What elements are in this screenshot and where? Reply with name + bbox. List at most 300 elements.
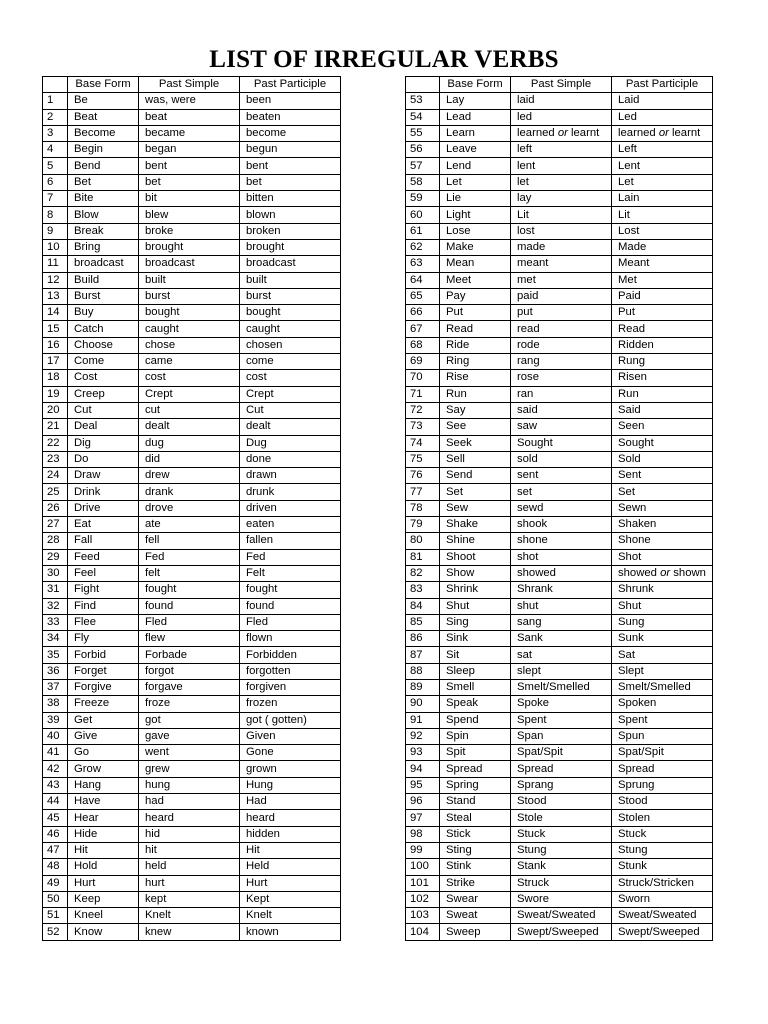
base-form-cell: Shake — [440, 517, 511, 533]
past-participle-cell: Spat/Spit — [612, 745, 713, 761]
table-row — [43, 794, 341, 810]
verb-number: 33 — [43, 614, 68, 630]
past-participle-cell: Swept/Sweeped — [612, 924, 713, 940]
past-participle-cell: Hit — [240, 842, 341, 858]
verb-number: 48 — [43, 859, 68, 875]
base-form-cell: Eat — [68, 517, 139, 533]
verb-number: 29 — [43, 549, 68, 565]
past-simple-cell: sat — [511, 647, 612, 663]
table-row — [43, 842, 341, 858]
past-participle-cell: Knelt — [240, 908, 341, 924]
base-form-cell: Mean — [440, 256, 511, 272]
table-row — [43, 908, 341, 924]
verb-number: 49 — [43, 875, 68, 891]
base-form-cell: Keep — [68, 891, 139, 907]
verb-number: 3 — [43, 125, 68, 141]
verb-number: 54 — [406, 109, 440, 125]
verb-number: 100 — [406, 859, 440, 875]
past-simple-cell: became — [139, 125, 240, 141]
table-row — [406, 125, 713, 141]
past-participle-cell: beaten — [240, 109, 341, 125]
verb-number: 89 — [406, 679, 440, 695]
past-participle-cell: Lent — [612, 158, 713, 174]
verb-number: 11 — [43, 256, 68, 272]
past-simple-cell: Stuck — [511, 826, 612, 842]
base-form-cell: Sing — [440, 614, 511, 630]
past-simple-cell: sang — [511, 614, 612, 630]
verb-number: 10 — [43, 239, 68, 255]
past-participle-cell: bet — [240, 174, 341, 190]
verb-number: 36 — [43, 663, 68, 679]
table-row — [406, 419, 713, 435]
base-form-cell: Begin — [68, 142, 139, 158]
past-simple-cell: met — [511, 272, 612, 288]
table-row — [43, 321, 341, 337]
base-form-cell: Draw — [68, 468, 139, 484]
past-simple-cell: sold — [511, 451, 612, 467]
verb-number: 56 — [406, 142, 440, 158]
verb-number: 8 — [43, 207, 68, 223]
table-row — [406, 647, 713, 663]
base-form-cell: Cut — [68, 402, 139, 418]
past-simple-cell: caught — [139, 321, 240, 337]
verb-number: 15 — [43, 321, 68, 337]
verb-number: 66 — [406, 305, 440, 321]
verb-number: 21 — [43, 419, 68, 435]
past-simple-cell: rang — [511, 354, 612, 370]
base-form-cell: Sit — [440, 647, 511, 663]
verb-number: 30 — [43, 565, 68, 581]
table-row — [406, 191, 713, 207]
past-participle-cell: Sent — [612, 468, 713, 484]
past-participle-cell: Slept — [612, 663, 713, 679]
table-row — [406, 468, 713, 484]
table-row — [406, 109, 713, 125]
table-row — [406, 598, 713, 614]
past-participle-cell: Left — [612, 142, 713, 158]
past-participle-cell: Said — [612, 402, 713, 418]
table-row — [406, 728, 713, 744]
past-simple-cell: hid — [139, 826, 240, 842]
past-simple-cell: burst — [139, 288, 240, 304]
past-simple-cell: beat — [139, 109, 240, 125]
table-row — [43, 484, 341, 500]
past-participle-cell: Kept — [240, 891, 341, 907]
base-form-cell: Bet — [68, 174, 139, 190]
verb-number: 24 — [43, 468, 68, 484]
verb-number: 95 — [406, 777, 440, 793]
table-row — [43, 191, 341, 207]
base-form-cell: Hold — [68, 859, 139, 875]
table-row — [43, 712, 341, 728]
past-simple-cell: ran — [511, 386, 612, 402]
past-simple-cell: shook — [511, 517, 612, 533]
table-row — [43, 125, 341, 141]
verb-number: 78 — [406, 500, 440, 516]
past-participle-cell: Hung — [240, 777, 341, 793]
past-simple-cell: Stole — [511, 810, 612, 826]
past-simple-cell: kept — [139, 891, 240, 907]
verb-number: 103 — [406, 908, 440, 924]
past-simple-cell: forgave — [139, 679, 240, 695]
verb-number: 81 — [406, 549, 440, 565]
verb-number: 23 — [43, 451, 68, 467]
past-simple-cell: came — [139, 354, 240, 370]
base-form-cell: Build — [68, 272, 139, 288]
base-form-cell: Find — [68, 598, 139, 614]
table-row — [406, 93, 713, 109]
past-simple-cell: read — [511, 321, 612, 337]
table-row — [406, 402, 713, 418]
table-row — [43, 810, 341, 826]
past-simple-cell: shut — [511, 598, 612, 614]
past-simple-cell: felt — [139, 565, 240, 581]
past-participle-cell: Shot — [612, 549, 713, 565]
verb-number: 4 — [43, 142, 68, 158]
base-form-cell: Bite — [68, 191, 139, 207]
table-header-row — [43, 77, 341, 93]
base-form-cell: Know — [68, 924, 139, 940]
verb-number: 97 — [406, 810, 440, 826]
verb-number: 53 — [406, 93, 440, 109]
table-row — [406, 582, 713, 598]
base-form-cell: Creep — [68, 386, 139, 402]
past-participle-cell: Spoken — [612, 696, 713, 712]
verb-number: 71 — [406, 386, 440, 402]
base-form-cell: Catch — [68, 321, 139, 337]
table-row — [43, 533, 341, 549]
verb-number: 12 — [43, 272, 68, 288]
base-form-cell: Meet — [440, 272, 511, 288]
past-simple-cell: fell — [139, 533, 240, 549]
verb-number: 5 — [43, 158, 68, 174]
past-participle-cell: caught — [240, 321, 341, 337]
table-row — [406, 810, 713, 826]
past-participle-cell: Seen — [612, 419, 713, 435]
past-simple-cell: Spat/Spit — [511, 745, 612, 761]
table-row — [43, 728, 341, 744]
base-form-cell: Seek — [440, 435, 511, 451]
verb-number: 80 — [406, 533, 440, 549]
base-form-cell: Rise — [440, 370, 511, 386]
table-row — [43, 386, 341, 402]
table-row — [406, 842, 713, 858]
past-simple-cell: flew — [139, 631, 240, 647]
past-participle-cell: drawn — [240, 468, 341, 484]
past-simple-cell: showed — [511, 565, 612, 581]
past-simple-cell: shot — [511, 549, 612, 565]
past-simple-cell: broke — [139, 223, 240, 239]
base-form-cell: Forbid — [68, 647, 139, 663]
base-form-cell: Flee — [68, 614, 139, 630]
verb-number: 47 — [43, 842, 68, 858]
verb-number: 83 — [406, 582, 440, 598]
table-row — [406, 239, 713, 255]
table-row — [406, 451, 713, 467]
base-form-cell: Hit — [68, 842, 139, 858]
past-simple-cell: Fled — [139, 614, 240, 630]
past-participle-cell: Sunk — [612, 631, 713, 647]
past-simple-cell: sent — [511, 468, 612, 484]
past-participle-cell: come — [240, 354, 341, 370]
past-participle-cell: eaten — [240, 517, 341, 533]
verb-number: 22 — [43, 435, 68, 451]
past-participle-cell: Struck/Stricken — [612, 875, 713, 891]
base-form-cell: Drink — [68, 484, 139, 500]
past-simple-cell: hurt — [139, 875, 240, 891]
verb-number: 85 — [406, 614, 440, 630]
past-participle-cell: Met — [612, 272, 713, 288]
verb-number: 17 — [43, 354, 68, 370]
table-row — [406, 207, 713, 223]
past-simple-cell: Swept/Sweeped — [511, 924, 612, 940]
past-participle-cell: Shrunk — [612, 582, 713, 598]
verb-number: 102 — [406, 891, 440, 907]
past-simple-cell: Span — [511, 728, 612, 744]
past-simple-cell: Spread — [511, 761, 612, 777]
table-row — [43, 663, 341, 679]
table-row — [43, 223, 341, 239]
past-simple-cell: lost — [511, 223, 612, 239]
verb-number: 70 — [406, 370, 440, 386]
past-participle-cell: cost — [240, 370, 341, 386]
verb-number: 65 — [406, 288, 440, 304]
verb-number: 41 — [43, 745, 68, 761]
past-participle-cell: Spent — [612, 712, 713, 728]
past-simple-cell: had — [139, 794, 240, 810]
past-participle-cell: fallen — [240, 533, 341, 549]
table-row — [406, 305, 713, 321]
past-simple-cell: Stung — [511, 842, 612, 858]
base-form-cell: Do — [68, 451, 139, 467]
verb-number: 57 — [406, 158, 440, 174]
past-simple-cell: lay — [511, 191, 612, 207]
table-row — [406, 712, 713, 728]
past-participle-cell: Spun — [612, 728, 713, 744]
verb-number: 94 — [406, 761, 440, 777]
past-participle-cell: Cut — [240, 402, 341, 418]
base-form-cell: broadcast — [68, 256, 139, 272]
table-row — [43, 924, 341, 940]
table-row — [43, 468, 341, 484]
base-form-cell: Smell — [440, 679, 511, 695]
base-form-cell: Freeze — [68, 696, 139, 712]
base-form-cell: Let — [440, 174, 511, 190]
past-participle-cell: Run — [612, 386, 713, 402]
base-form-cell: Set — [440, 484, 511, 500]
base-form-cell: Ring — [440, 354, 511, 370]
verb-number: 104 — [406, 924, 440, 940]
base-form-cell: Beat — [68, 109, 139, 125]
past-participle-cell: broadcast — [240, 256, 341, 272]
table-row — [43, 402, 341, 418]
past-simple-cell: Fed — [139, 549, 240, 565]
verb-number: 50 — [43, 891, 68, 907]
table-row — [406, 435, 713, 451]
past-participle-cell: Let — [612, 174, 713, 190]
past-simple-cell: went — [139, 745, 240, 761]
table-row — [406, 174, 713, 190]
table-row — [43, 745, 341, 761]
past-simple-cell: forgot — [139, 663, 240, 679]
past-participle-cell: become — [240, 125, 341, 141]
past-participle-cell: drunk — [240, 484, 341, 500]
verb-number: 16 — [43, 337, 68, 353]
verb-number: 37 — [43, 679, 68, 695]
base-form-cell: Fight — [68, 582, 139, 598]
past-participle-cell: Hurt — [240, 875, 341, 891]
verb-number: 61 — [406, 223, 440, 239]
table-row — [406, 663, 713, 679]
past-simple-cell: drove — [139, 500, 240, 516]
past-simple-cell: Sank — [511, 631, 612, 647]
past-participle-cell: Shaken — [612, 517, 713, 533]
verb-number: 45 — [43, 810, 68, 826]
verb-number: 28 — [43, 533, 68, 549]
past-simple-cell: made — [511, 239, 612, 255]
past-participle-cell: Lit — [612, 207, 713, 223]
past-simple-cell: Sought — [511, 435, 612, 451]
past-participle-cell: known — [240, 924, 341, 940]
past-participle-cell: Set — [612, 484, 713, 500]
base-form-cell: Blow — [68, 207, 139, 223]
past-participle-cell: Lost — [612, 223, 713, 239]
past-simple-cell: Shrank — [511, 582, 612, 598]
table-row — [406, 386, 713, 402]
base-form-cell: Steal — [440, 810, 511, 826]
past-participle-cell: showed or shown — [612, 565, 713, 581]
table-row — [43, 891, 341, 907]
table-row — [43, 679, 341, 695]
table-row — [406, 549, 713, 565]
past-participle-cell: Paid — [612, 288, 713, 304]
past-simple-cell: rose — [511, 370, 612, 386]
base-form-cell: Buy — [68, 305, 139, 321]
past-simple-cell: led — [511, 109, 612, 125]
past-simple-cell: Lit — [511, 207, 612, 223]
table-row — [43, 370, 341, 386]
table-row — [43, 305, 341, 321]
base-form-cell: Bend — [68, 158, 139, 174]
table-row — [406, 272, 713, 288]
past-participle-cell: Dug — [240, 435, 341, 451]
verb-number: 69 — [406, 354, 440, 370]
table-row — [406, 679, 713, 695]
table-row — [43, 256, 341, 272]
base-form-cell: Burst — [68, 288, 139, 304]
base-form-cell: Come — [68, 354, 139, 370]
table-row — [43, 647, 341, 663]
table-row — [43, 761, 341, 777]
base-form-cell: Hear — [68, 810, 139, 826]
past-simple-cell: cut — [139, 402, 240, 418]
table-row — [43, 451, 341, 467]
past-simple-cell: held — [139, 859, 240, 875]
verb-number: 88 — [406, 663, 440, 679]
verb-number: 73 — [406, 419, 440, 435]
past-participle-cell: Put — [612, 305, 713, 321]
past-simple-cell: fought — [139, 582, 240, 598]
past-participle-cell: Crept — [240, 386, 341, 402]
past-simple-cell: Crept — [139, 386, 240, 402]
past-simple-cell: heard — [139, 810, 240, 826]
verb-number: 19 — [43, 386, 68, 402]
past-participle-cell: Gone — [240, 745, 341, 761]
base-form-cell: Shrink — [440, 582, 511, 598]
verb-number: 63 — [406, 256, 440, 272]
table-row — [406, 533, 713, 549]
table-row — [406, 370, 713, 386]
past-simple-cell: meant — [511, 256, 612, 272]
past-participle-cell: Sprung — [612, 777, 713, 793]
past-participle-cell: bent — [240, 158, 341, 174]
verb-number: 59 — [406, 191, 440, 207]
base-form-cell: Hide — [68, 826, 139, 842]
past-simple-cell: Smelt/Smelled — [511, 679, 612, 695]
past-participle-cell: Meant — [612, 256, 713, 272]
past-participle-cell: forgiven — [240, 679, 341, 695]
verb-number: 62 — [406, 239, 440, 255]
past-participle-cell: Sewn — [612, 500, 713, 516]
verb-number: 14 — [43, 305, 68, 321]
table-row — [406, 321, 713, 337]
verb-number: 58 — [406, 174, 440, 190]
header-base-form: Base Form — [68, 77, 139, 93]
base-form-cell: Be — [68, 93, 139, 109]
base-form-cell: Stink — [440, 859, 511, 875]
verb-number: 79 — [406, 517, 440, 533]
base-form-cell: Hurt — [68, 875, 139, 891]
table-row — [406, 908, 713, 924]
base-form-cell: Grow — [68, 761, 139, 777]
table-row — [43, 500, 341, 516]
past-simple-cell: hit — [139, 842, 240, 858]
table-row — [406, 565, 713, 581]
past-simple-cell: found — [139, 598, 240, 614]
verb-number: 68 — [406, 337, 440, 353]
past-participle-cell: hidden — [240, 826, 341, 842]
verb-number: 98 — [406, 826, 440, 842]
past-participle-cell: Given — [240, 728, 341, 744]
past-participle-cell: Fled — [240, 614, 341, 630]
base-form-cell: Put — [440, 305, 511, 321]
past-participle-cell: Shut — [612, 598, 713, 614]
past-participle-cell: Ridden — [612, 337, 713, 353]
past-participle-cell: Stood — [612, 794, 713, 810]
table-row — [406, 891, 713, 907]
past-simple-cell: Struck — [511, 875, 612, 891]
base-form-cell: Feed — [68, 549, 139, 565]
past-simple-cell: put — [511, 305, 612, 321]
past-participle-cell: Sold — [612, 451, 713, 467]
verb-number: 82 — [406, 565, 440, 581]
verb-number: 101 — [406, 875, 440, 891]
base-form-cell: Light — [440, 207, 511, 223]
past-participle-cell: Sweat/Sweated — [612, 908, 713, 924]
past-simple-cell: Spent — [511, 712, 612, 728]
verb-number: 52 — [43, 924, 68, 940]
base-form-cell: Forget — [68, 663, 139, 679]
base-form-cell: Become — [68, 125, 139, 141]
base-form-cell: Spend — [440, 712, 511, 728]
base-form-cell: Sweat — [440, 908, 511, 924]
verb-number: 34 — [43, 631, 68, 647]
past-simple-cell: Sprang — [511, 777, 612, 793]
past-simple-cell: lent — [511, 158, 612, 174]
table-row — [43, 875, 341, 891]
base-form-cell: Leave — [440, 142, 511, 158]
verb-number: 1 — [43, 93, 68, 109]
